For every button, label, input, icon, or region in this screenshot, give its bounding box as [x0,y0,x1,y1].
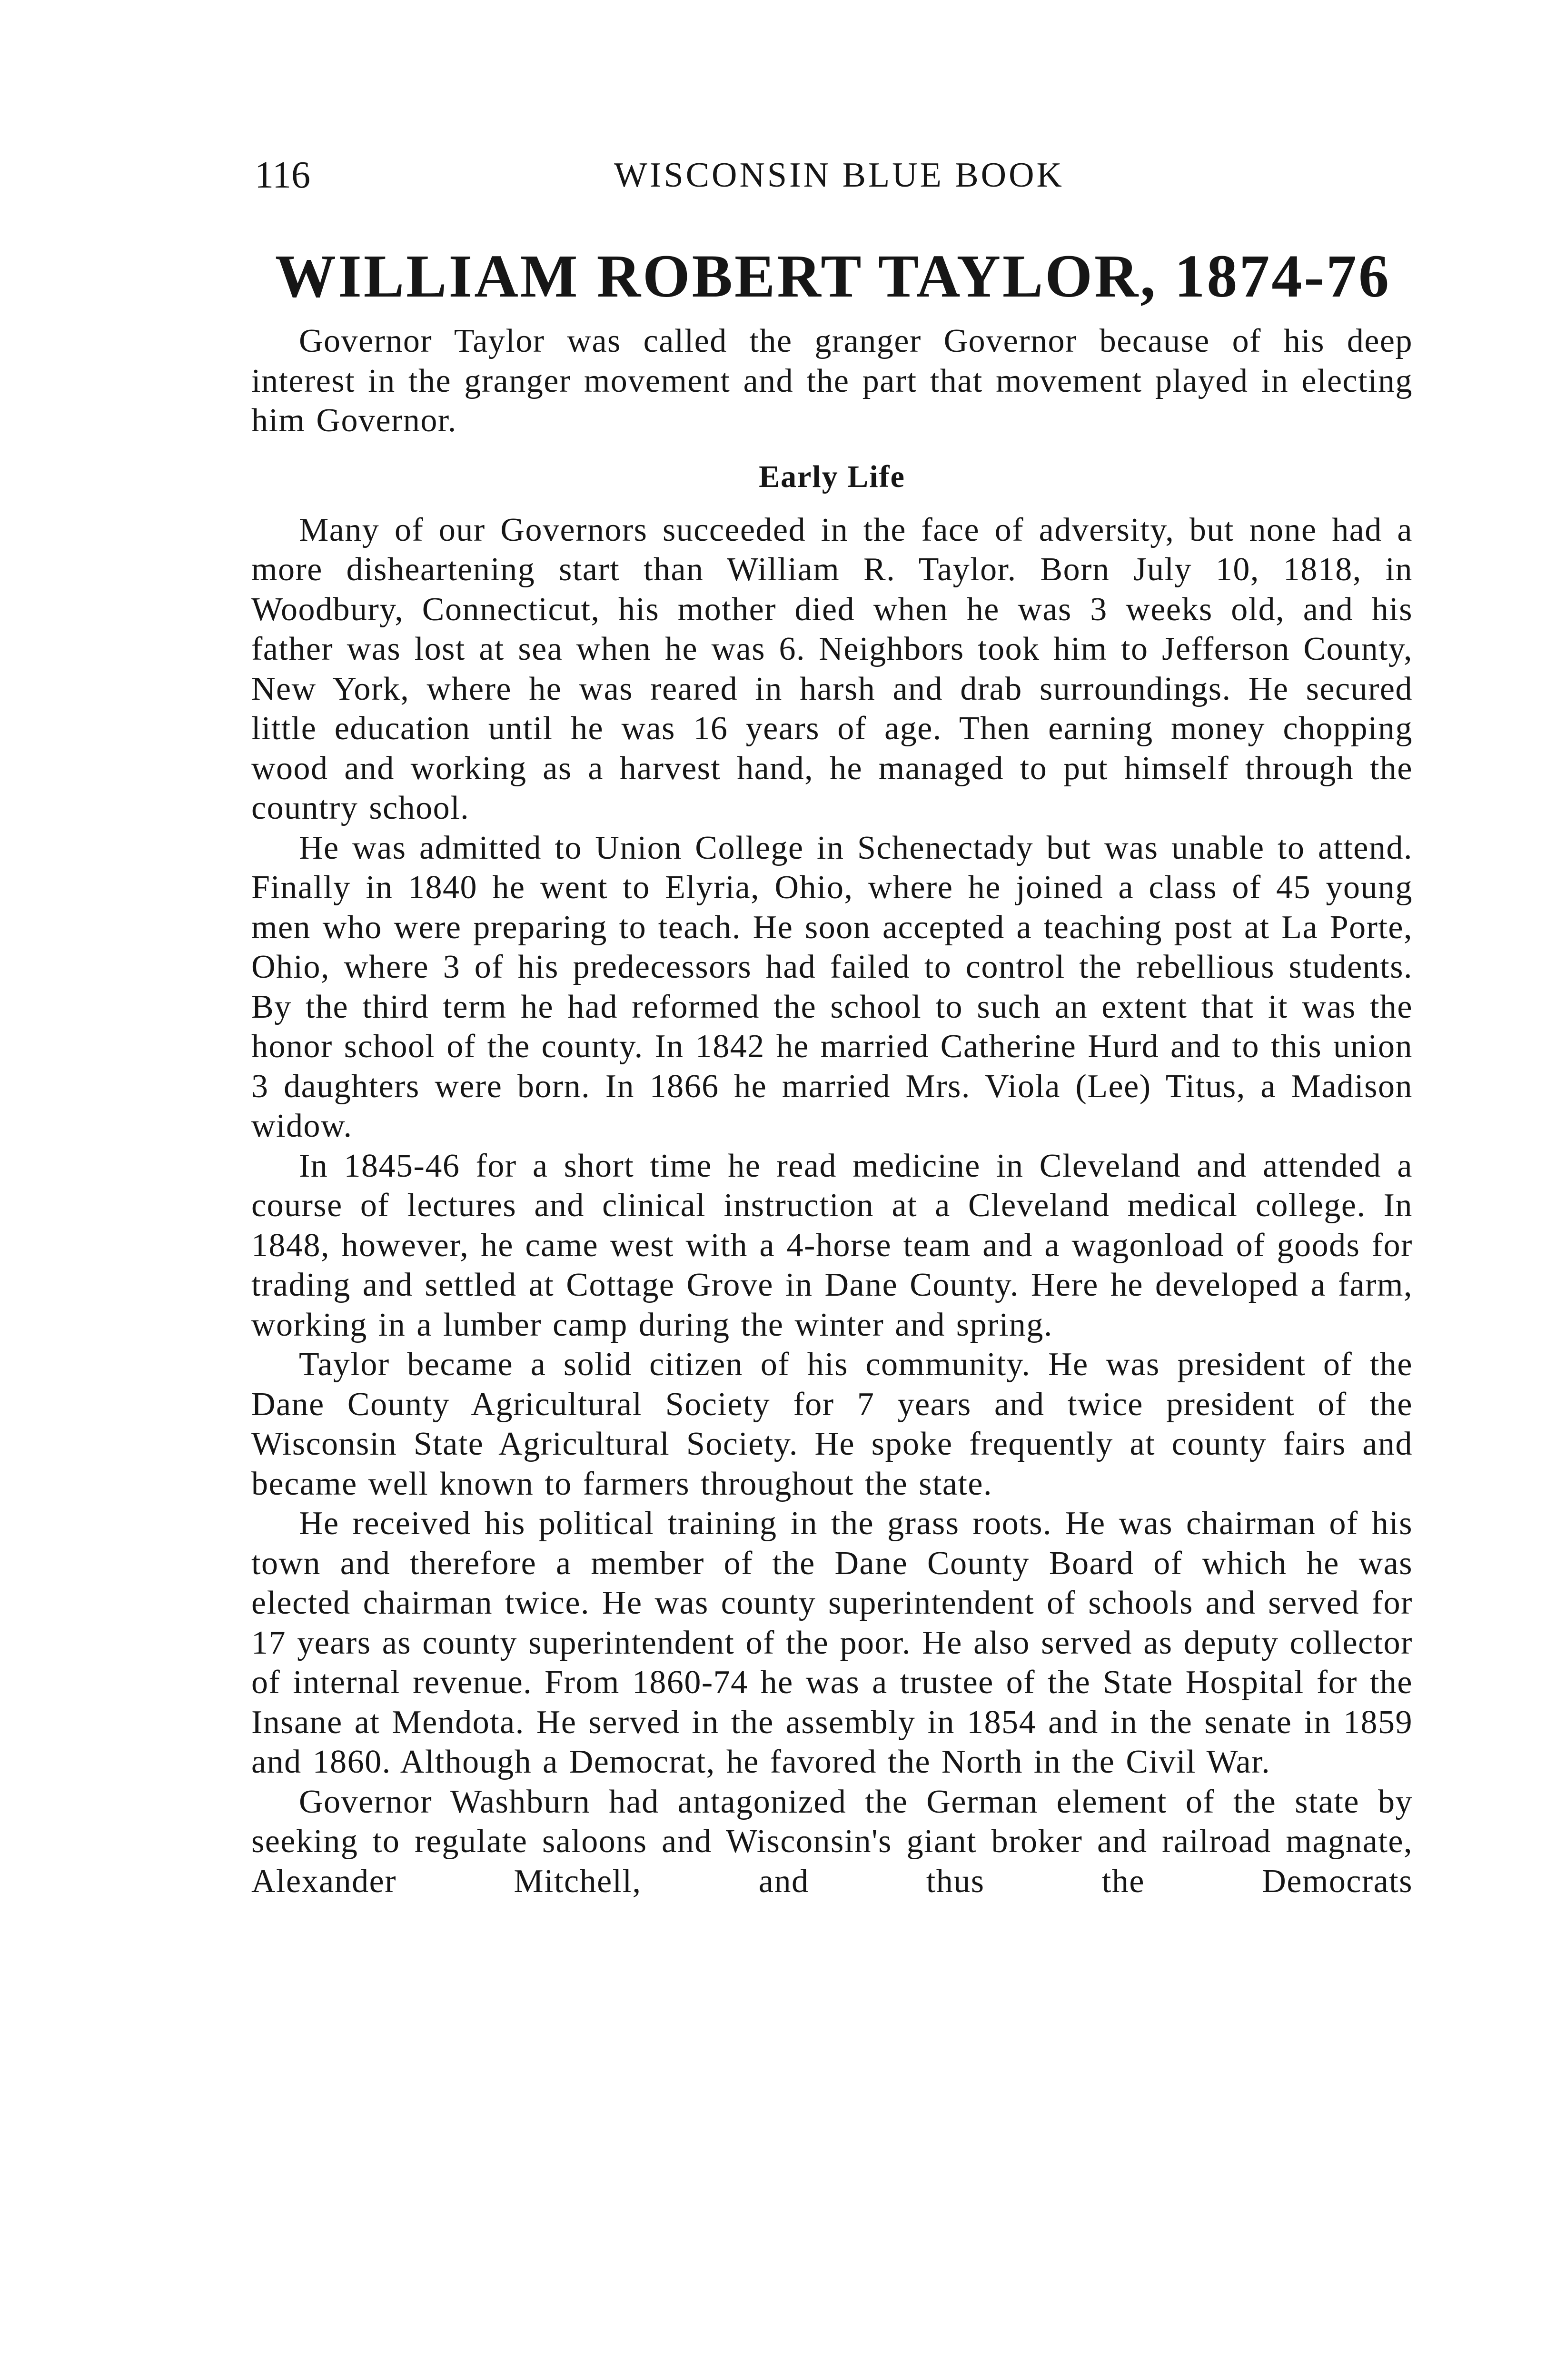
continuing-paragraph: Governor Washburn had antagonized the German element of the state by seeking to regulate saloons and Wisconsin's giant broker and railroad magnate, Alexander Mitchell, and thus the Democrats [251,1783,1413,1900]
intro-paragraph: Governor Taylor was called the granger Governor because of his deep interest in the granger movement and the part that movement played in electing him Governor. [251,323,1413,439]
running-header [255,151,1407,204]
body-paragraph: Many of our Governors succeeded in the face of adversity, but none had a more disheartening start than William R. Taylor. Born July 10, 1818, in Woodbury, Connecticut, his mother died when he was 3 weeks old, and his father was lost at sea when he was 6. Neighbors took him to Jefferson County, New York, where he was reared in harsh and drab surroundings. He secured little education until he was 16 years of age. Then earning money chopping wood and working as a harvest hand, he managed to put himself through the country school. [251,511,1413,826]
article-body [251,321,1413,1901]
body-paragraph: Taylor became a solid citizen of his community. He was president of the Dane County Agricultural Society for 7 years and twice president of the Wisconsin State Agricultural Society. He spoke frequently at county fairs and became well known to farmers throughout the state. [251,1346,1413,1502]
body-paragraph: In 1845-46 for a short time he read medicine in Cleveland and attended a course of lectures and clinical instruction at a Cleveland medical college. In 1848, however, he came west with a 4-horse team and a wagonload of goods for trading and settled at Cottage Grove in Dane County. Here he developed a farm, working in a lumber camp during the winter and spring. [251,1147,1413,1343]
body-paragraph: He was admitted to Union College in Schenectady but was unable to attend. Finally in 1840 he went to Elyria, Ohio, where he joined a class of 45 young men who were preparing to teach. He soon accepted a teaching post at La Porte, Ohio, where 3 of his predecessors had failed to control the rebellious students. By the third term he had reformed the school to such an extent that it was the honor school of the county. In 1842 he married Catherine Hurd and to this union 3 daughters were born. In 1866 he married Mrs. Viola (Lee) Titus, a Madison widow. [251,829,1413,1144]
running-title: WISCONSIN BLUE BOOK [614,156,1064,195]
page-number: 116 [255,154,311,196]
section-heading: Early Life [759,459,905,494]
article-title: WILLIAM ROBERT TAYLOR, 1874-76 [275,242,1391,310]
body-paragraph: He received his political training in the grass roots. He was chairman of his town and therefore a member of the Dane County Board of which he was elected chairman twice. He was county superintendent of schools and served for 17 years as county superintendent of the poor. He also served as deputy collector of internal revenue. From 1860-74 he was a trustee of the State Hospital for the Insane at Mendota. He served in the assembly in 1854 and in the senate in 1859 and 1860. Although a Democrat, he favored the North in the Civil War. [251,1505,1413,1780]
